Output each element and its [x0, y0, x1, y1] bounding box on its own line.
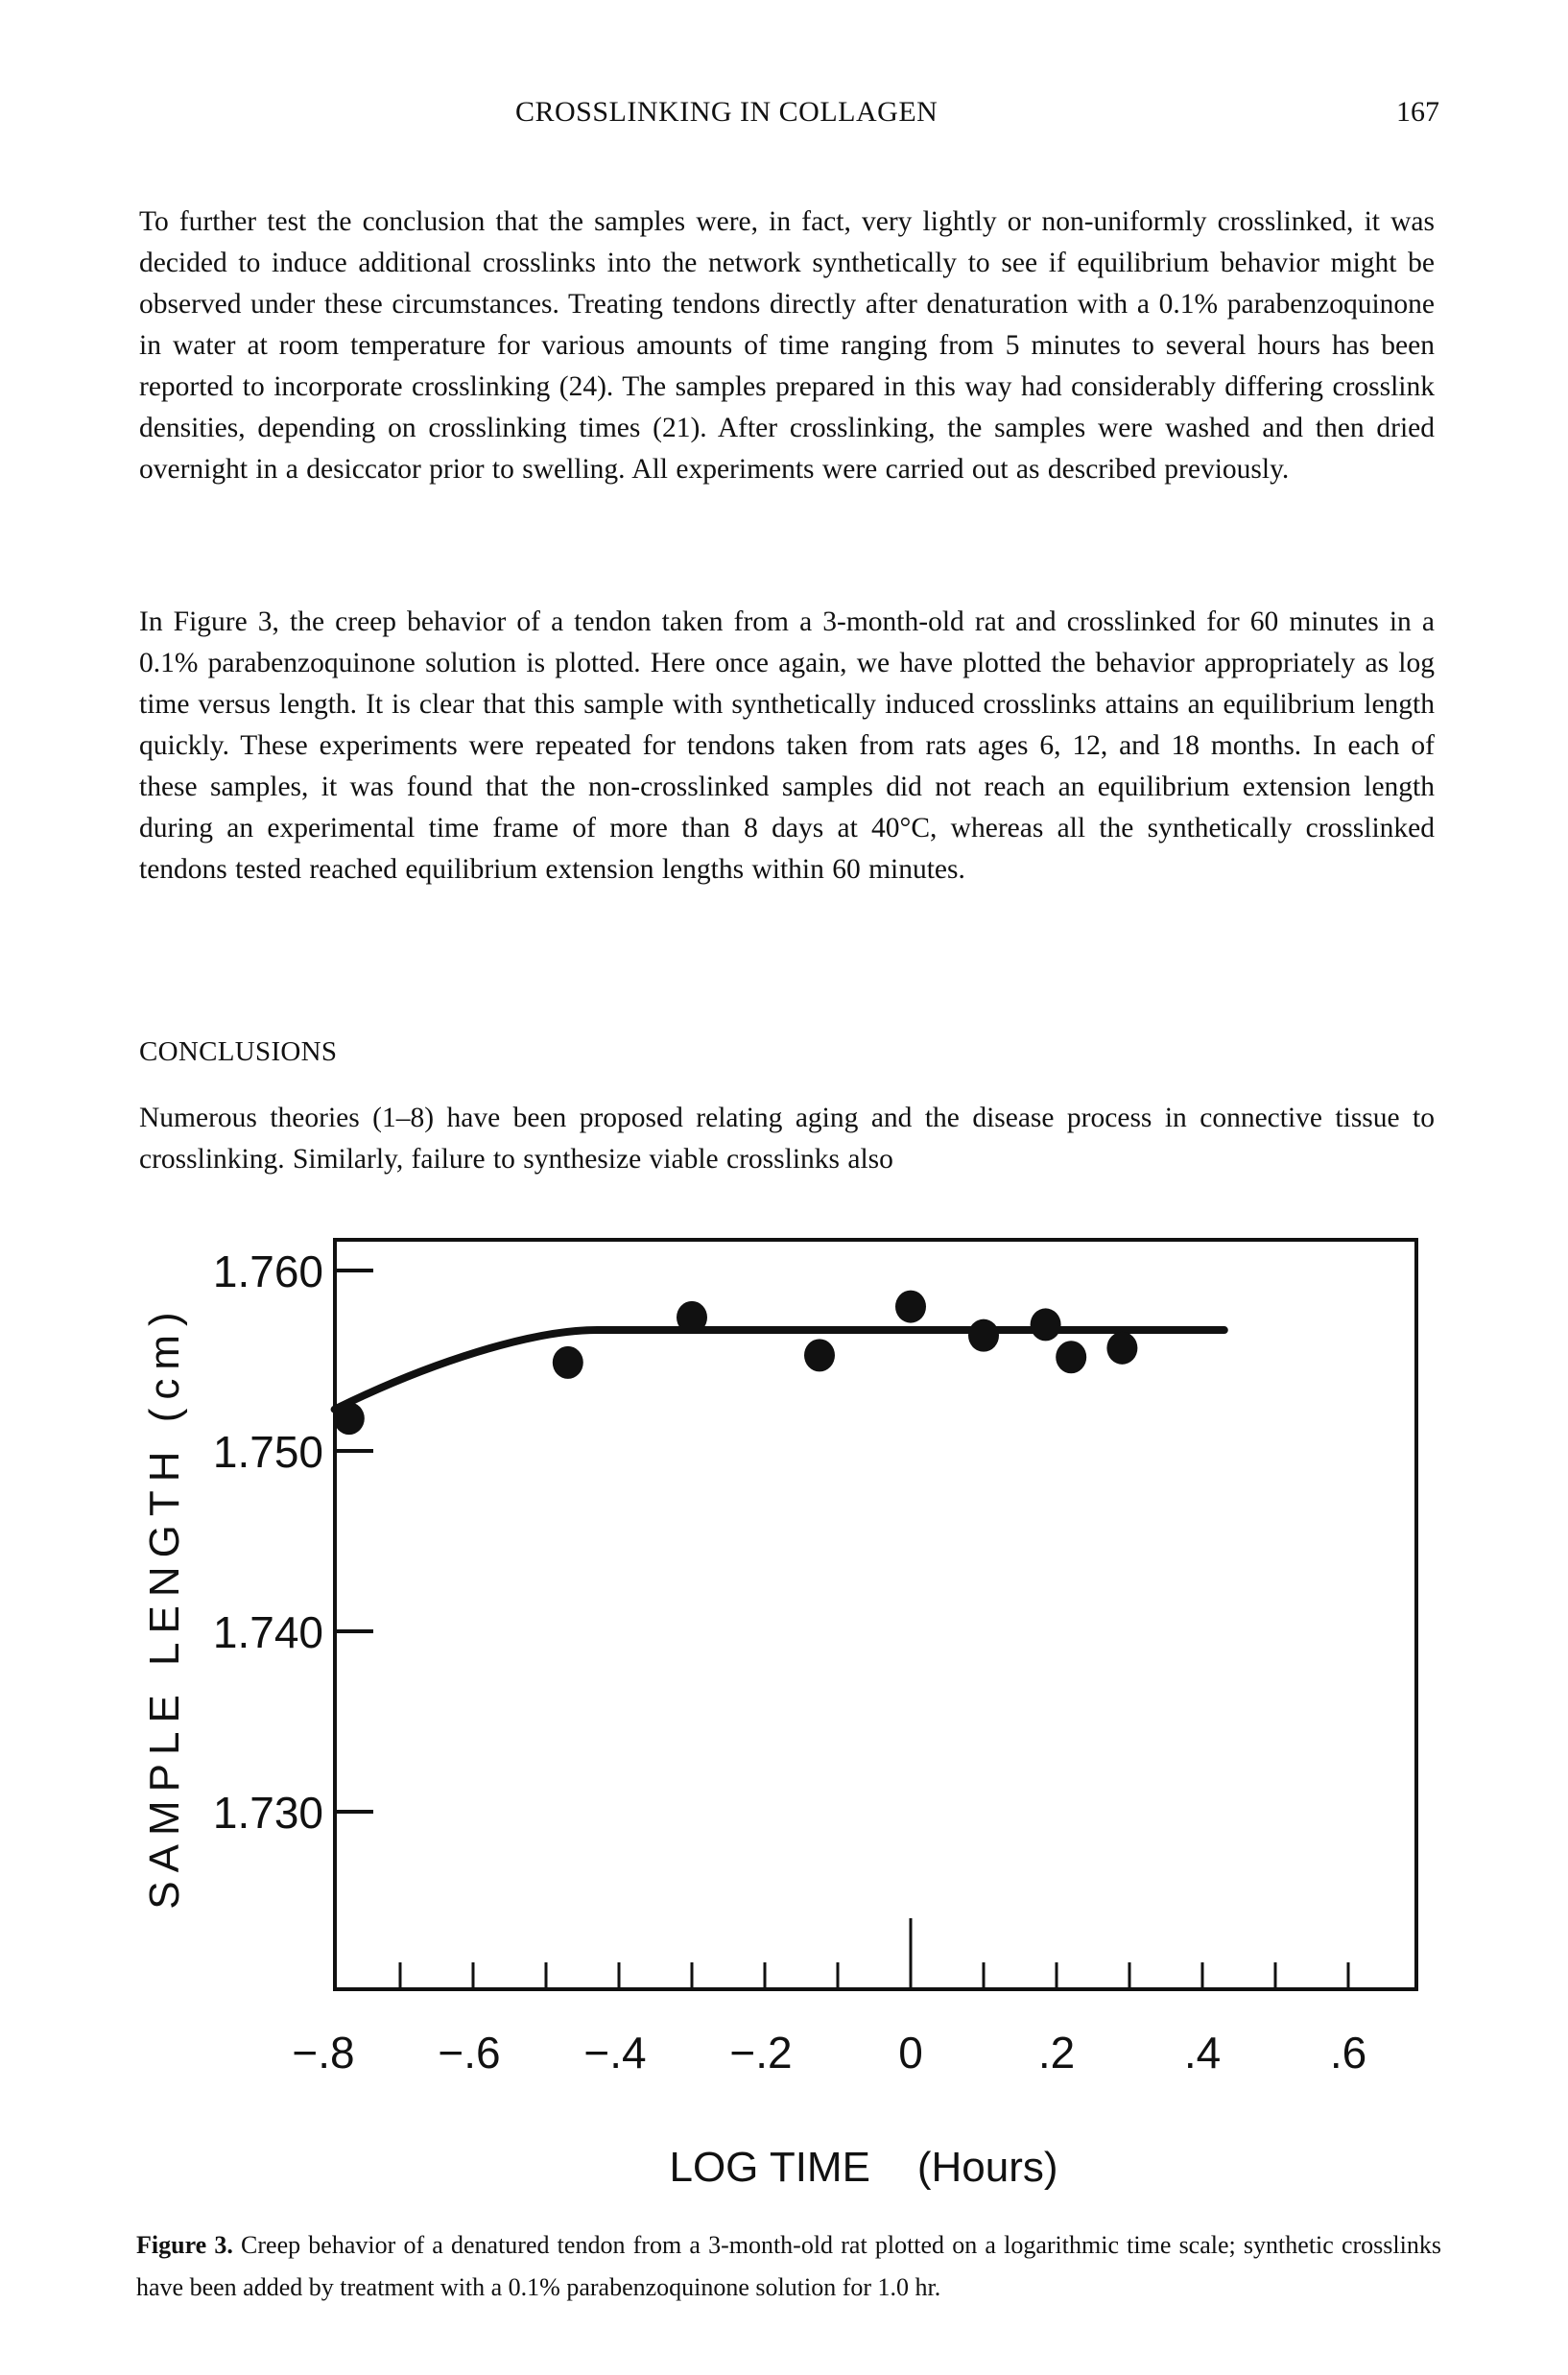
data-point — [1106, 1332, 1137, 1365]
x-tick-label: −.2 — [729, 2028, 793, 2078]
data-point — [804, 1339, 835, 1371]
figure-caption-text: Creep behavior of a denatured tendon from a 3-month-old rat plotted on a logarithmic time scale; synthetic crosslinks have been added by treatment with a 0.1% parabenzoquinone solution for 1.0 hr. — [136, 2231, 1441, 2301]
x-tick-label: −.8 — [292, 2028, 355, 2078]
data-point — [677, 1301, 707, 1334]
x-tick-label: .4 — [1183, 2028, 1222, 2078]
y-axis-label: SAMPLE LENGTH (cm) — [141, 1303, 188, 1910]
x-tick-label: 0 — [898, 2028, 923, 2078]
figure-caption — [136, 2224, 1441, 2309]
figure-3 — [0, 1219, 1568, 2191]
x-tick-label: .2 — [1037, 2028, 1076, 2078]
x-tick-label: −.6 — [438, 2028, 501, 2078]
fit-line — [335, 1330, 1224, 1410]
body-paragraph-3: Numerous theories (1–8) have been proposed relating aging and the disease process in connective tissue to crosslinking. Similarly, failure to synthesize viable crosslinks also — [139, 1103, 1435, 1175]
y-tick-label: 1.750 — [212, 1427, 323, 1477]
y-tick-label: 1.760 — [212, 1247, 323, 1296]
body-paragraph-2: In Figure 3, the creep behavior of a tendon taken from a 3-month-old rat and crosslinked for 60 minutes in a 0.1% parabenzoquinone solution is plotted. Here once again, we have plotted the behavior appropriately as log time versus length. It is clear that this sample with synthetically induced crosslinks attains an equilibrium length quickly. These experiments were repeated for tendons taken from rats ages 6, 12, and 18 months. In each of these samples, it was found that the non-crosslinked samples did not reach an equilibrium extension length during an experimental time frame of more than 8 days at 40°C, whereas all the synthetically crosslinked tendons tested reached equilibrium extension lengths within 60 minutes. — [139, 606, 1435, 885]
data-point — [1031, 1308, 1061, 1341]
fitted-curve — [335, 1330, 1224, 1410]
data-point — [334, 1402, 365, 1435]
data-point — [895, 1291, 926, 1323]
x-tick-label: −.4 — [583, 2028, 647, 2078]
running-head — [0, 96, 1568, 134]
data-point — [1056, 1341, 1086, 1373]
x-axis-tick-labels — [292, 2028, 1366, 2078]
body-paragraph-1: To further test the conclusion that the samples were, in fact, very lightly or non-uniformly crosslinked, it was decided to induce additional crosslinks into the network synthetically to see if equilibrium behavior might be observed under these circumstances. Treating tendons directly after denaturation with a 0.1% parabenzoquinone in water at room temperature for various amounts of time ranging from 5 minutes to several hours has been reported to incorporate crosslinking (24). The samples prepared in this way had considerably differing crosslink densities, depending on crosslinking times (21). After crosslinking, the samples were washed and then dried overnight in a desiccator prior to swelling. All experiments were carried out as described previously. — [139, 206, 1435, 485]
x-axis-ticks — [400, 1918, 1348, 1989]
y-tick-label: 1.740 — [212, 1607, 323, 1657]
running-title: CROSSLINKING IN COLLAGEN — [515, 96, 938, 128]
y-axis-ticks — [335, 1271, 373, 1812]
data-point — [968, 1319, 999, 1352]
page-number: 167 — [1396, 96, 1439, 128]
creep-chart — [0, 1219, 1568, 2191]
figure-caption-label: Figure 3. — [136, 2231, 233, 2259]
section-heading-conclusions: CONCLUSIONS — [139, 1036, 338, 1067]
y-axis-tick-labels — [213, 1247, 323, 1838]
x-axis-label: LOG TIME (Hours) — [669, 2144, 1058, 2191]
x-tick-label: .6 — [1329, 2028, 1367, 2078]
plot-border — [335, 1240, 1416, 1989]
chart-frame — [335, 1240, 1416, 1989]
y-tick-label: 1.730 — [212, 1788, 323, 1838]
data-point — [553, 1346, 583, 1379]
